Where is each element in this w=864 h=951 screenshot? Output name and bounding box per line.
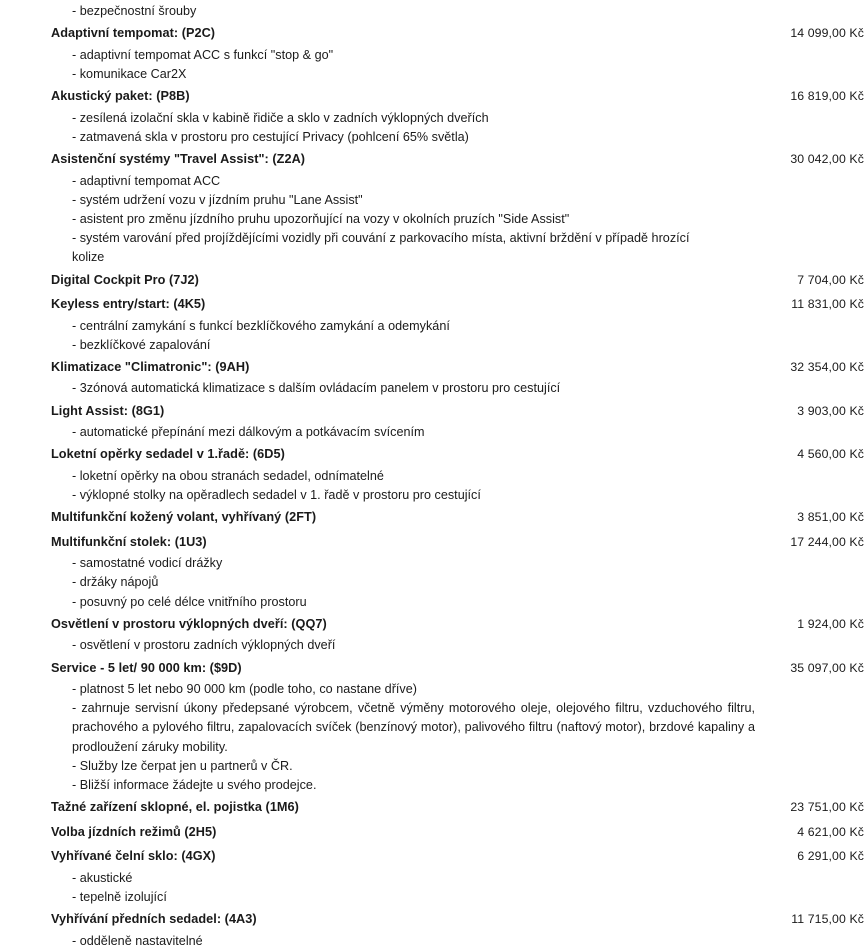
option-group-title: Asistenční systémy "Travel Assist": (Z2A)	[51, 152, 306, 167]
option-price: 30 042,00 Kč	[790, 152, 864, 167]
option-group-header	[51, 442, 864, 467]
option-detail-item: - samostatné vodicí drážky	[72, 556, 223, 571]
option-group-title: Light Assist: (8G1)	[51, 403, 165, 418]
option-group-title: Vyhřívání předních sedadel: (4A3)	[51, 912, 257, 927]
option-price: 11 715,00 Kč	[791, 912, 864, 927]
option-price: 4 621,00 Kč	[797, 824, 864, 839]
option-detail-item: - zatmavená skla v prostoru pro cestující Privacy (pohlcení 65% světla)	[72, 129, 469, 144]
option-detail-item: - automatické přepínání mezi dálkovým a potkávacím svícením	[72, 425, 425, 440]
option-detail-item: - komunikace Car2X	[72, 66, 187, 81]
option-price: 7 704,00 Kč	[797, 272, 864, 287]
option-detail-item: - posuvný po celé délce vnitřního prostoru	[72, 594, 307, 609]
option-detail-item: - zahrnuje servisní úkony předepsané výrobcem, včetně výměny motorového oleje, olejového filtru, vzduchového filtru, prachového a pylového filtru, zapalovacích svíček (benzínový motor), palivového filtru (naftový motor), brzdové kapaliny a prodloužení záruky mobility.	[72, 701, 755, 754]
option-group-header	[51, 268, 864, 293]
option-detail-item: - Bližší informace žádejte u svého prodejce.	[72, 778, 317, 793]
option-price: 3 903,00 Kč	[797, 403, 864, 418]
option-group-header	[51, 505, 864, 530]
option-price: 6 291,00 Kč	[797, 849, 864, 864]
option-group-title: Multifunkční stolek: (1U3)	[51, 534, 207, 549]
option-detail-item: - 3zónová automatická klimatizace s dalším ovládacím panelem v prostoru pro cestující	[72, 381, 561, 396]
option-group-header	[51, 530, 864, 555]
option-detail-item: - tepelně izolující	[72, 889, 167, 904]
option-detail-item: - zesílená izolační skla v kabině řidiče a sklo v zadních výklopných dveřích	[72, 110, 489, 125]
option-detail-item: - osvětlení v prostoru zadních výklopných dveří	[72, 638, 336, 653]
option-detail-item: - systém udržení vozu v jízdním pruhu "Lane Assist"	[72, 192, 363, 207]
option-group-header	[51, 795, 864, 820]
option-group-header	[51, 84, 864, 109]
option-detail-item: - asistent pro změnu jízdního pruhu upozorňující na vozy v okolních pruzích "Side Assist"	[72, 211, 570, 226]
option-detail-item: - platnost 5 let nebo 90 000 km (podle toho, co nastane dříve)	[72, 682, 417, 697]
option-group-title: Service - 5 let/ 90 000 km: ($9D)	[51, 660, 242, 675]
option-price: 32 354,00 Kč	[790, 359, 864, 374]
option-group-title: Keyless entry/start: (4K5)	[51, 297, 206, 312]
option-group-title: Tažné zařízení sklopné, el. pojistka (1M6)	[51, 800, 299, 815]
option-detail-item: - bezpečnostní šrouby	[72, 4, 197, 18]
option-group-header	[51, 907, 864, 932]
option-group-header	[51, 147, 864, 172]
option-group-header	[51, 844, 864, 869]
option-group-header	[51, 21, 864, 46]
option-detail-item: - výklopné stolky na opěradlech sedadel v 1. řadě v prostoru pro cestující	[72, 488, 481, 503]
option-group-header	[51, 820, 864, 845]
option-group-header	[51, 399, 864, 424]
option-group-header	[51, 355, 864, 380]
option-detail-item: - loketní opěrky na obou stranách sedadel, odnímatelné	[72, 468, 384, 483]
option-detail-text-continued: kolize	[72, 250, 105, 265]
option-detail-text: - systém varování před projíždějícími vozidly při couvání z parkovacího místa, aktivní brždění v případě hrozící	[72, 231, 690, 246]
option-detail-item: - bezklíčkové zapalování	[72, 337, 211, 352]
option-group-title: Vyhřívané čelní sklo: (4GX)	[51, 849, 216, 864]
option-price: 1 924,00 Kč	[797, 616, 864, 631]
option-detail-item: - Služby lze čerpat jen u partnerů v ČR.	[72, 758, 293, 773]
option-group-title: Akustický paket: (P8B)	[51, 89, 190, 104]
option-group-title: Multifunkční kožený volant, vyhřívaný (2FT)	[51, 510, 317, 525]
option-group-title: Volba jízdních režimů (2H5)	[51, 824, 217, 839]
option-price: 3 851,00 Kč	[797, 510, 864, 525]
option-detail-item: - centrální zamykání s funkcí bezklíčkového zamykání a odemykání	[72, 318, 450, 333]
option-group-title: Adaptivní tempomat: (P2C)	[51, 26, 216, 41]
option-group-title: Loketní opěrky sedadel v 1.řadě: (6D5)	[51, 447, 285, 462]
option-group-header	[51, 612, 864, 637]
option-price: 16 819,00 Kč	[790, 89, 864, 104]
option-group-title: Osvětlení v prostoru výklopných dveří: (QQ7)	[51, 616, 327, 631]
option-group-header	[51, 656, 864, 681]
option-price: 35 097,00 Kč	[790, 660, 864, 675]
option-group-title: Klimatizace "Climatronic": (9AH)	[51, 359, 250, 374]
option-price: 23 751,00 Kč	[790, 800, 864, 815]
option-price: 11 831,00 Kč	[791, 297, 864, 312]
option-group-title: Digital Cockpit Pro (7J2)	[51, 272, 199, 287]
option-group-header	[51, 292, 864, 317]
option-detail-item: - adaptivní tempomat ACC s funkcí "stop & go"	[72, 47, 334, 62]
option-price: 14 099,00 Kč	[790, 26, 864, 41]
option-detail-item	[51, 229, 801, 267]
equipment-options-list	[51, 2, 864, 951]
option-price: 17 244,00 Kč	[790, 534, 864, 549]
option-price: 4 560,00 Kč	[797, 447, 864, 462]
option-detail-item: - adaptivní tempomat ACC	[72, 173, 221, 188]
option-detail-item: - akustické	[72, 870, 133, 885]
option-detail-item: - odděleně nastavitelné	[72, 933, 203, 948]
option-detail-item: - držáky nápojů	[72, 575, 159, 590]
